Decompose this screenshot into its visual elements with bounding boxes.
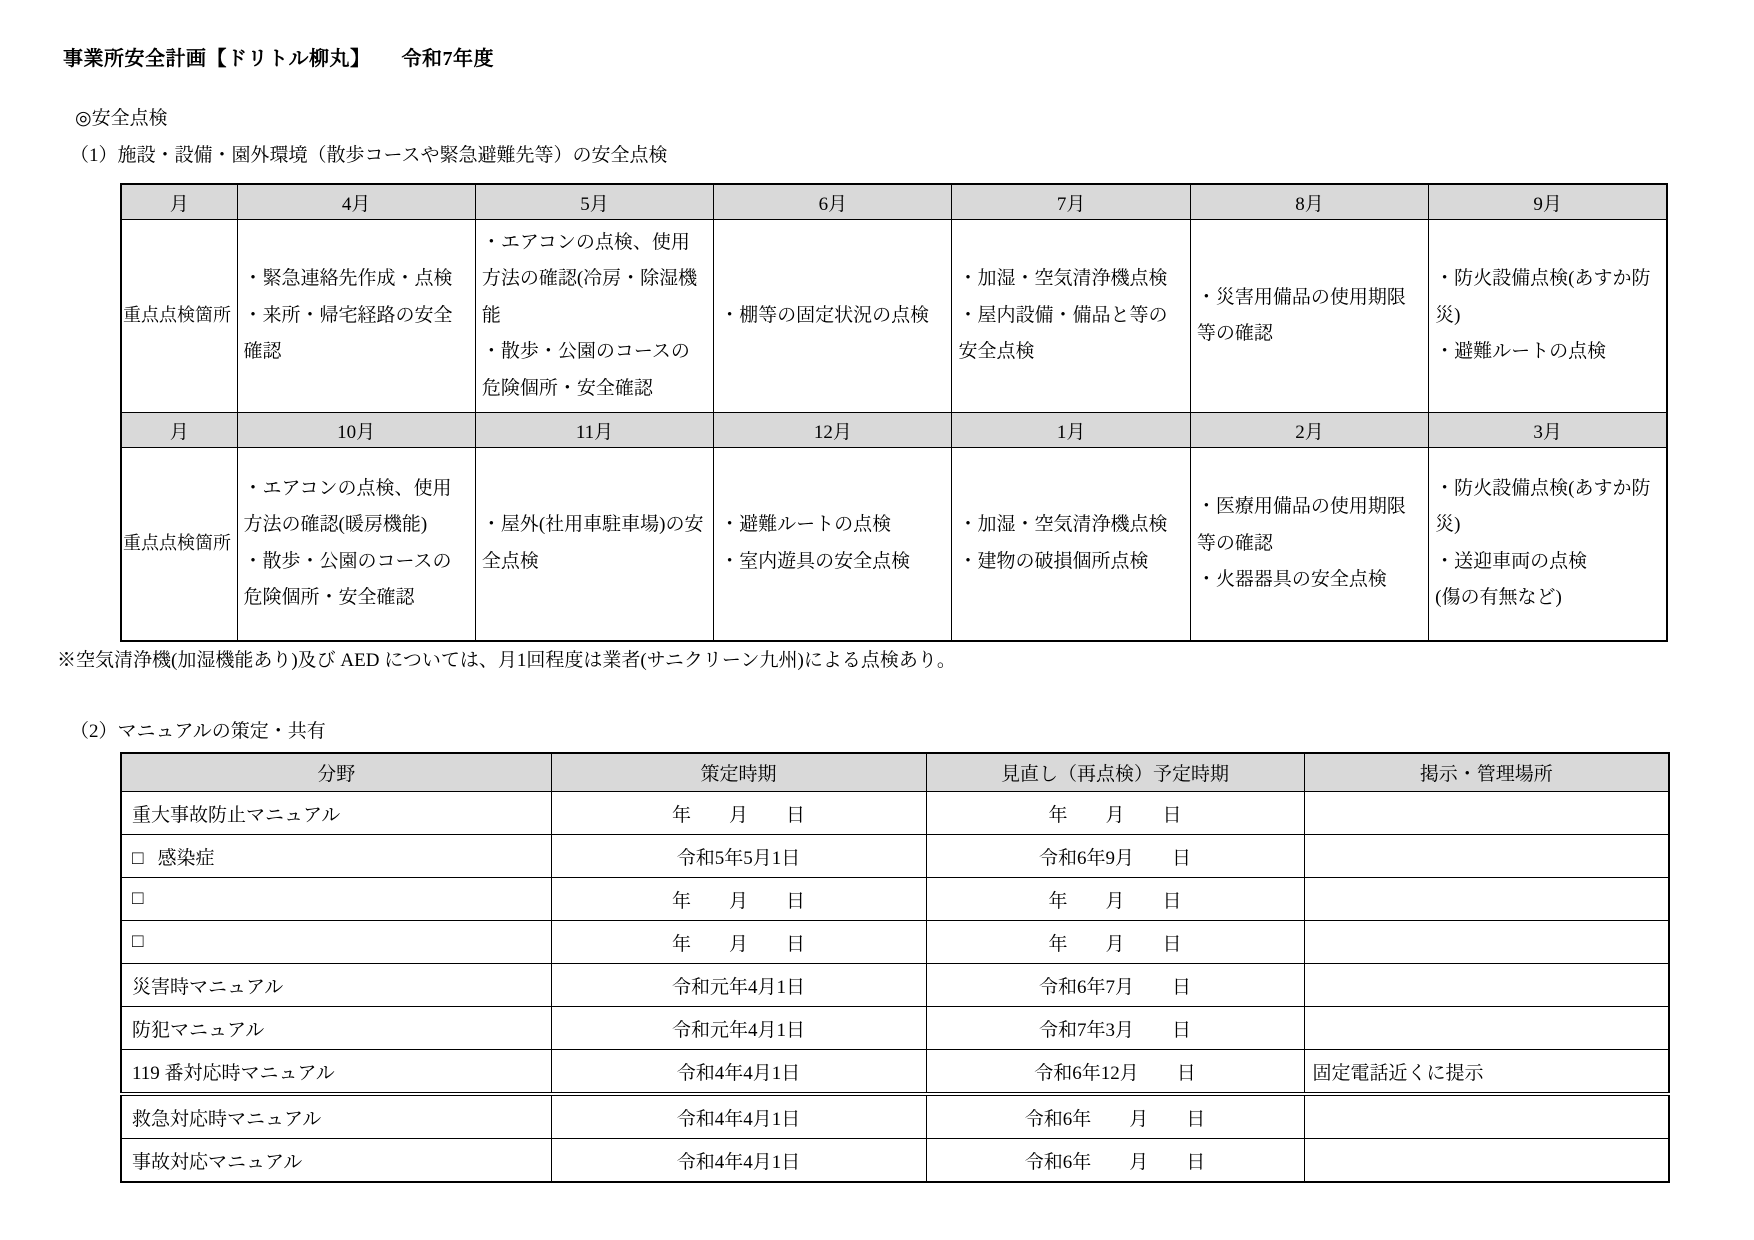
review-cell: 令和6年 月 日 bbox=[926, 1139, 1304, 1183]
date-cell: 年 月 日 bbox=[551, 792, 926, 835]
manual-row bbox=[121, 1050, 1669, 1095]
manual-row bbox=[121, 792, 1669, 835]
checkbox-icon: □ bbox=[132, 847, 144, 869]
field-label: 感染症 bbox=[157, 847, 215, 869]
field-cell: 重大事故防止マニュアル bbox=[121, 792, 551, 835]
manual-row bbox=[121, 921, 1669, 964]
inspection-item: ・防火設備点検(あすか防災) bbox=[1435, 268, 1651, 326]
review-cell: 令和6年9月 日 bbox=[926, 835, 1304, 878]
checkbox-icon: □ bbox=[132, 888, 144, 909]
inspection-item: ・避難ルートの点検 bbox=[720, 514, 892, 536]
review-cell: 令和6年12月 日 bbox=[926, 1050, 1304, 1095]
location-cell bbox=[1304, 792, 1669, 835]
review-cell: 年 月 日 bbox=[926, 878, 1304, 921]
note-text: ※空気清浄機(加湿機能あり)及び AED については、月1回程度は業者(サニクリーン九州)による点検あり。 bbox=[57, 650, 956, 671]
inspection-item: ・避難ルートの点検 bbox=[1435, 341, 1607, 363]
date-cell: 令和5年5月1日 bbox=[551, 835, 926, 878]
date-cell: 年 月 日 bbox=[551, 921, 926, 964]
manual-header-cell: 策定時期 bbox=[551, 753, 926, 792]
location-cell bbox=[1304, 1007, 1669, 1050]
manual-row bbox=[121, 1007, 1669, 1050]
field-cell: 災害時マニュアル bbox=[121, 964, 551, 1007]
month-header-cell: 11月 bbox=[475, 413, 713, 448]
field-cell: 防犯マニュアル bbox=[121, 1007, 551, 1050]
section1-heading: （1）施設・設備・園外環境（散歩コースや緊急避難先等）の安全点検 bbox=[70, 145, 668, 166]
manual-row bbox=[121, 1139, 1669, 1183]
month-header-cell: 3月 bbox=[1429, 413, 1667, 448]
inspection-item: ・散歩・公園のコースの危険個所・安全確認 bbox=[481, 341, 690, 399]
inspection-item: ・屋内設備・備品と等の安全点検 bbox=[958, 304, 1168, 363]
inspection-item: ・火器器具の安全点検 bbox=[1196, 568, 1387, 590]
date-cell: 令和4年4月1日 bbox=[551, 1050, 926, 1095]
manual-row bbox=[121, 964, 1669, 1007]
inspection-item: ・棚等の固定状況の点検 bbox=[720, 304, 930, 326]
review-cell: 令和7年3月 日 bbox=[926, 1007, 1304, 1050]
manual-header-cell: 見直し（再点検）予定時期 bbox=[926, 753, 1304, 792]
inspection-table bbox=[120, 183, 1668, 642]
month-header-cell: 6月 bbox=[714, 184, 952, 220]
field-cell: 事故対応マニュアル bbox=[121, 1139, 551, 1183]
inspection-data-row-first-half bbox=[121, 220, 1667, 413]
safety-check-heading: ◎安全点検 bbox=[75, 108, 168, 129]
inspection-item: ・散歩・公園のコースの危険個所・安全確認 bbox=[243, 550, 452, 609]
manual-row bbox=[121, 1094, 1669, 1139]
field-cell bbox=[121, 878, 551, 921]
month-header-cell: 10月 bbox=[237, 413, 475, 448]
inspection-cell-january bbox=[952, 448, 1190, 641]
inspection-item: ・建物の破損個所点検 bbox=[958, 550, 1149, 572]
month-header-cell: 7月 bbox=[952, 184, 1190, 220]
focus-row-label: 重点点検箇所 bbox=[121, 448, 237, 641]
field-cell bbox=[121, 921, 551, 964]
review-cell: 年 月 日 bbox=[926, 792, 1304, 835]
field-cell: 救急対応時マニュアル bbox=[121, 1094, 551, 1139]
date-cell: 令和元年4月1日 bbox=[551, 1007, 926, 1050]
manual-row bbox=[121, 835, 1669, 878]
month-header-cell: 9月 bbox=[1429, 184, 1667, 220]
inspection-data-row-second-half bbox=[121, 448, 1667, 641]
inspection-cell-june bbox=[714, 220, 952, 413]
location-cell bbox=[1304, 1094, 1669, 1139]
month-header-cell: 8月 bbox=[1190, 184, 1428, 220]
inspection-item: ・防火設備点検(あすか防災) bbox=[1435, 477, 1651, 536]
manual-header-cell: 分野 bbox=[121, 753, 551, 792]
month-header-cell: 1月 bbox=[952, 413, 1190, 448]
month-header-cell: 4月 bbox=[237, 184, 475, 220]
inspection-cell-november bbox=[475, 448, 713, 641]
manual-header-cell: 掲示・管理場所 bbox=[1304, 753, 1669, 792]
page-title: 事業所安全計画【ドリトル柳丸】 令和7年度 bbox=[63, 48, 494, 70]
manual-row bbox=[121, 878, 1669, 921]
month-label-cell: 月 bbox=[121, 184, 237, 220]
month-header-cell: 2月 bbox=[1190, 413, 1428, 448]
review-cell: 令和6年 月 日 bbox=[926, 1094, 1304, 1139]
month-header-cell: 5月 bbox=[475, 184, 713, 220]
review-cell: 年 月 日 bbox=[926, 921, 1304, 964]
location-cell bbox=[1304, 964, 1669, 1007]
inspection-item: ・来所・帰宅経路の安全確認 bbox=[243, 304, 453, 363]
manual-table bbox=[120, 752, 1670, 1183]
inspection-item: ・加湿・空気清浄機点検 bbox=[958, 514, 1168, 536]
inspection-header-row-second-half bbox=[121, 413, 1667, 448]
field-cell: 119 番対応時マニュアル bbox=[121, 1050, 551, 1095]
inspection-item: ・加湿・空気清浄機点検 bbox=[958, 268, 1168, 290]
month-label-cell: 月 bbox=[121, 413, 237, 448]
inspection-item: ・エアコンの点検、使用方法の確認(暖房機能) bbox=[243, 477, 452, 536]
inspection-header-row-first-half bbox=[121, 184, 1667, 220]
inspection-item: ・屋外(社用車駐車場)の安全点検 bbox=[481, 514, 704, 572]
inspection-cell-march bbox=[1429, 448, 1667, 641]
month-header-cell: 12月 bbox=[714, 413, 952, 448]
section2-heading: （2）マニュアルの策定・共有 bbox=[70, 721, 326, 742]
inspection-item: ・緊急連絡先作成・点検 bbox=[243, 268, 453, 290]
inspection-cell-september bbox=[1429, 220, 1667, 413]
location-cell bbox=[1304, 921, 1669, 964]
location-cell bbox=[1304, 835, 1669, 878]
inspection-cell-december bbox=[714, 448, 952, 641]
inspection-cell-april bbox=[237, 220, 475, 413]
checkbox-icon: □ bbox=[132, 931, 144, 952]
inspection-cell-july bbox=[952, 220, 1190, 413]
manual-header-row bbox=[121, 753, 1669, 792]
inspection-cell-february bbox=[1190, 448, 1428, 641]
field-cell bbox=[121, 835, 551, 878]
inspection-item: (傷の有無など) bbox=[1435, 587, 1562, 609]
inspection-item: ・医療用備品の使用期限等の確認 bbox=[1196, 496, 1406, 554]
inspection-cell-may bbox=[475, 220, 713, 413]
date-cell: 年 月 日 bbox=[551, 878, 926, 921]
date-cell: 令和4年4月1日 bbox=[551, 1094, 926, 1139]
review-cell: 令和6年7月 日 bbox=[926, 964, 1304, 1007]
location-cell bbox=[1304, 1139, 1669, 1183]
inspection-item: ・災害用備品の使用期限等の確認 bbox=[1196, 286, 1406, 344]
inspection-item: ・室内遊具の安全点検 bbox=[720, 550, 911, 572]
date-cell: 令和元年4月1日 bbox=[551, 964, 926, 1007]
location-cell bbox=[1304, 878, 1669, 921]
inspection-item: ・エアコンの点検、使用方法の確認(冷房・除湿機能 bbox=[481, 231, 698, 326]
focus-row-label: 重点点検箇所 bbox=[121, 220, 237, 413]
location-cell: 固定電話近くに提示 bbox=[1304, 1050, 1669, 1095]
inspection-cell-august bbox=[1190, 220, 1428, 413]
inspection-item: ・送迎車両の点検 bbox=[1435, 550, 1588, 572]
date-cell: 令和4年4月1日 bbox=[551, 1139, 926, 1183]
inspection-cell-october bbox=[237, 448, 475, 641]
